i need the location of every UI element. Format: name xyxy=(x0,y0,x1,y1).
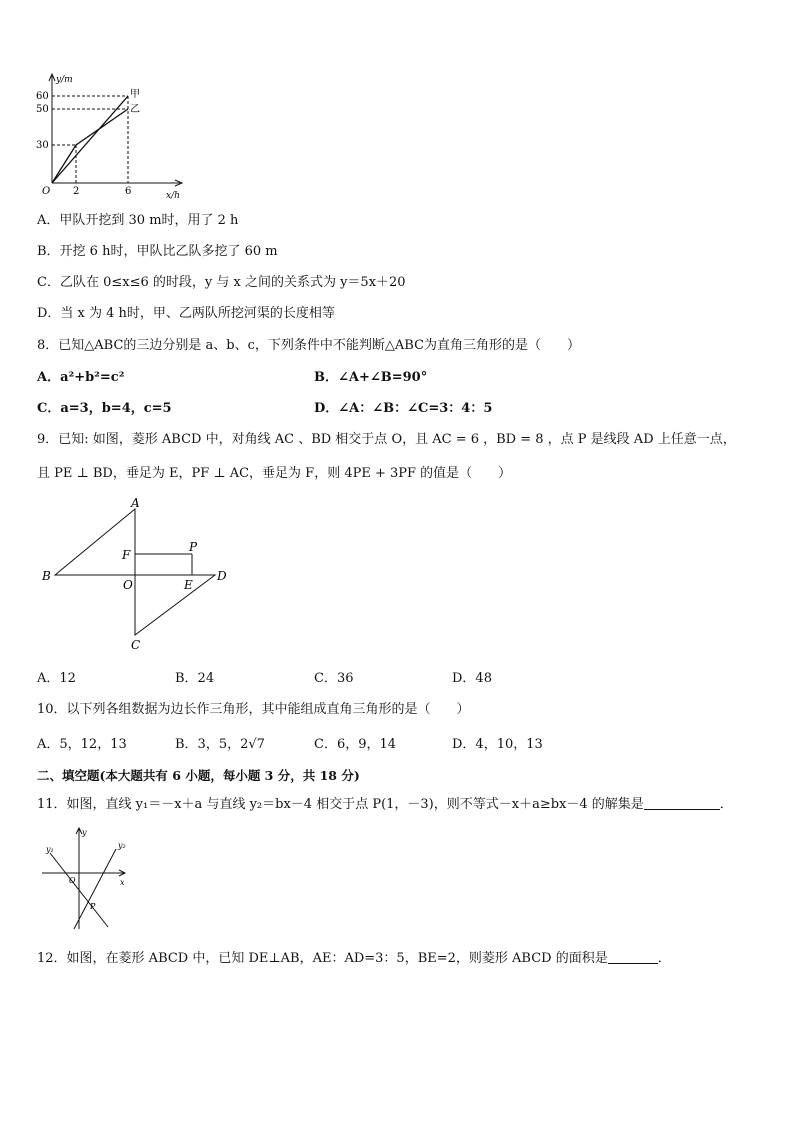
label-yi: 乙 xyxy=(130,104,140,115)
q12-stem-end: ． xyxy=(657,951,671,966)
two-lines-figure xyxy=(38,825,133,933)
q10-stem: 10．以下列各组数据为边长作三角形，其中能组成直角三角形的是（ ） xyxy=(37,702,470,717)
q9-option-d: D．48 xyxy=(452,671,492,686)
q11-answer-blank[interactable] xyxy=(644,797,720,810)
line-graph-figure xyxy=(30,70,190,205)
q7-option-a: A．甲队开挖到 30 m时，用了 2 h xyxy=(37,213,239,228)
q9-stem-line2: 且 PE ⊥ BD，垂足为 E，PF ⊥ AC，垂足为 F，则 4PE + 3PF 的值是（ ） xyxy=(37,466,512,481)
q11-stem-end: ． xyxy=(719,797,733,812)
origin-label: O xyxy=(42,186,51,197)
q9-option-c: C．36 xyxy=(314,671,354,686)
point-a-label: A xyxy=(131,497,140,510)
point-p-label-q11: P xyxy=(90,902,96,911)
y-axis-label-q11: y xyxy=(82,828,87,837)
q10-option-b: B．3，5，2√7 xyxy=(175,737,265,752)
q8-option-c: C．a=3，b=4，c=5 xyxy=(37,401,172,416)
line-yi xyxy=(52,109,128,183)
y-tick-30: 30 xyxy=(36,140,49,151)
point-o-label: O xyxy=(123,578,133,592)
y-axis-label: y/m xyxy=(56,75,73,85)
y-tick-60: 60 xyxy=(36,91,49,102)
q7-option-d: D．当 x 为 4 h时，甲、乙两队所挖河渠的长度相等 xyxy=(37,306,335,321)
q9-option-a: A．12 xyxy=(37,671,76,686)
point-f-label: F xyxy=(122,548,131,562)
line-y1-label: y₁ xyxy=(46,845,54,854)
q10-option-d: D．4，10，13 xyxy=(452,737,543,752)
origin-label-q11: O xyxy=(69,876,76,885)
section-heading: 二、填空题(本大题共有 6 小题，每小题 3 分，共 18 分) xyxy=(37,768,360,783)
q11-stem-line xyxy=(37,793,733,812)
q8-option-d: D．∠A：∠B：∠C=3：4：5 xyxy=(314,401,493,416)
q12-answer-blank[interactable] xyxy=(608,951,658,964)
point-p-label: P xyxy=(189,540,198,554)
rhombus-figure xyxy=(36,497,236,657)
x-tick-2: 2 xyxy=(73,186,80,197)
point-c-label: C xyxy=(131,638,141,652)
q11-stem: 11．如图，直线 y₁＝－x＋a 与直线 y₂＝bx－4 相交于点 P(1，－3)，则不等式－x＋a≥bx－4 的解集是 xyxy=(37,797,644,812)
q7-option-c: C．乙队在 0≤x≤6 的时段，y 与 x 之间的关系式为 y＝5x＋20 xyxy=(37,275,406,290)
q10-option-c: C．6，9，14 xyxy=(314,737,397,752)
y-tick-50: 50 xyxy=(36,104,49,115)
x-axis-label: x/h xyxy=(166,191,180,201)
q12-stem-line xyxy=(37,947,671,966)
q10-option-a: A．5，12，13 xyxy=(37,737,127,752)
point-b-label: B xyxy=(42,569,51,583)
q9-stem-line1: 9．已知: 如图，菱形 ABCD 中，对角线 AC 、BD 相交于点 O，且 AC = 6 ，BD = 8 ，点 P 是线段 AD 上任意一点， xyxy=(37,432,736,447)
line-y2 xyxy=(74,849,116,929)
q8-option-a: A．a²+b²=c² xyxy=(37,370,125,385)
q7-option-b: B．开挖 6 h时，甲队比乙队多挖了 60 m xyxy=(37,244,278,259)
q9-option-b: B．24 xyxy=(175,671,215,686)
point-e-label: E xyxy=(184,578,193,592)
q12-stem: 12．如图，在菱形 ABCD 中，已知 DE⊥AB，AE：AD=3：5，BE=2，则菱形 ABCD 的面积是 xyxy=(37,951,608,966)
q8-option-b: B．∠A+∠B=90° xyxy=(314,370,428,385)
point-d-label: D xyxy=(217,569,227,583)
x-axis-label-q11: x xyxy=(120,878,125,887)
q8-stem: 8．已知△ABC的三边分别是 a、b、c，下列条件中不能判断△ABC为直角三角形的是（ ） xyxy=(37,338,581,353)
x-tick-6: 6 xyxy=(125,186,132,197)
line-y2-label: y₂ xyxy=(118,841,126,850)
label-jia: 甲 xyxy=(130,89,140,100)
